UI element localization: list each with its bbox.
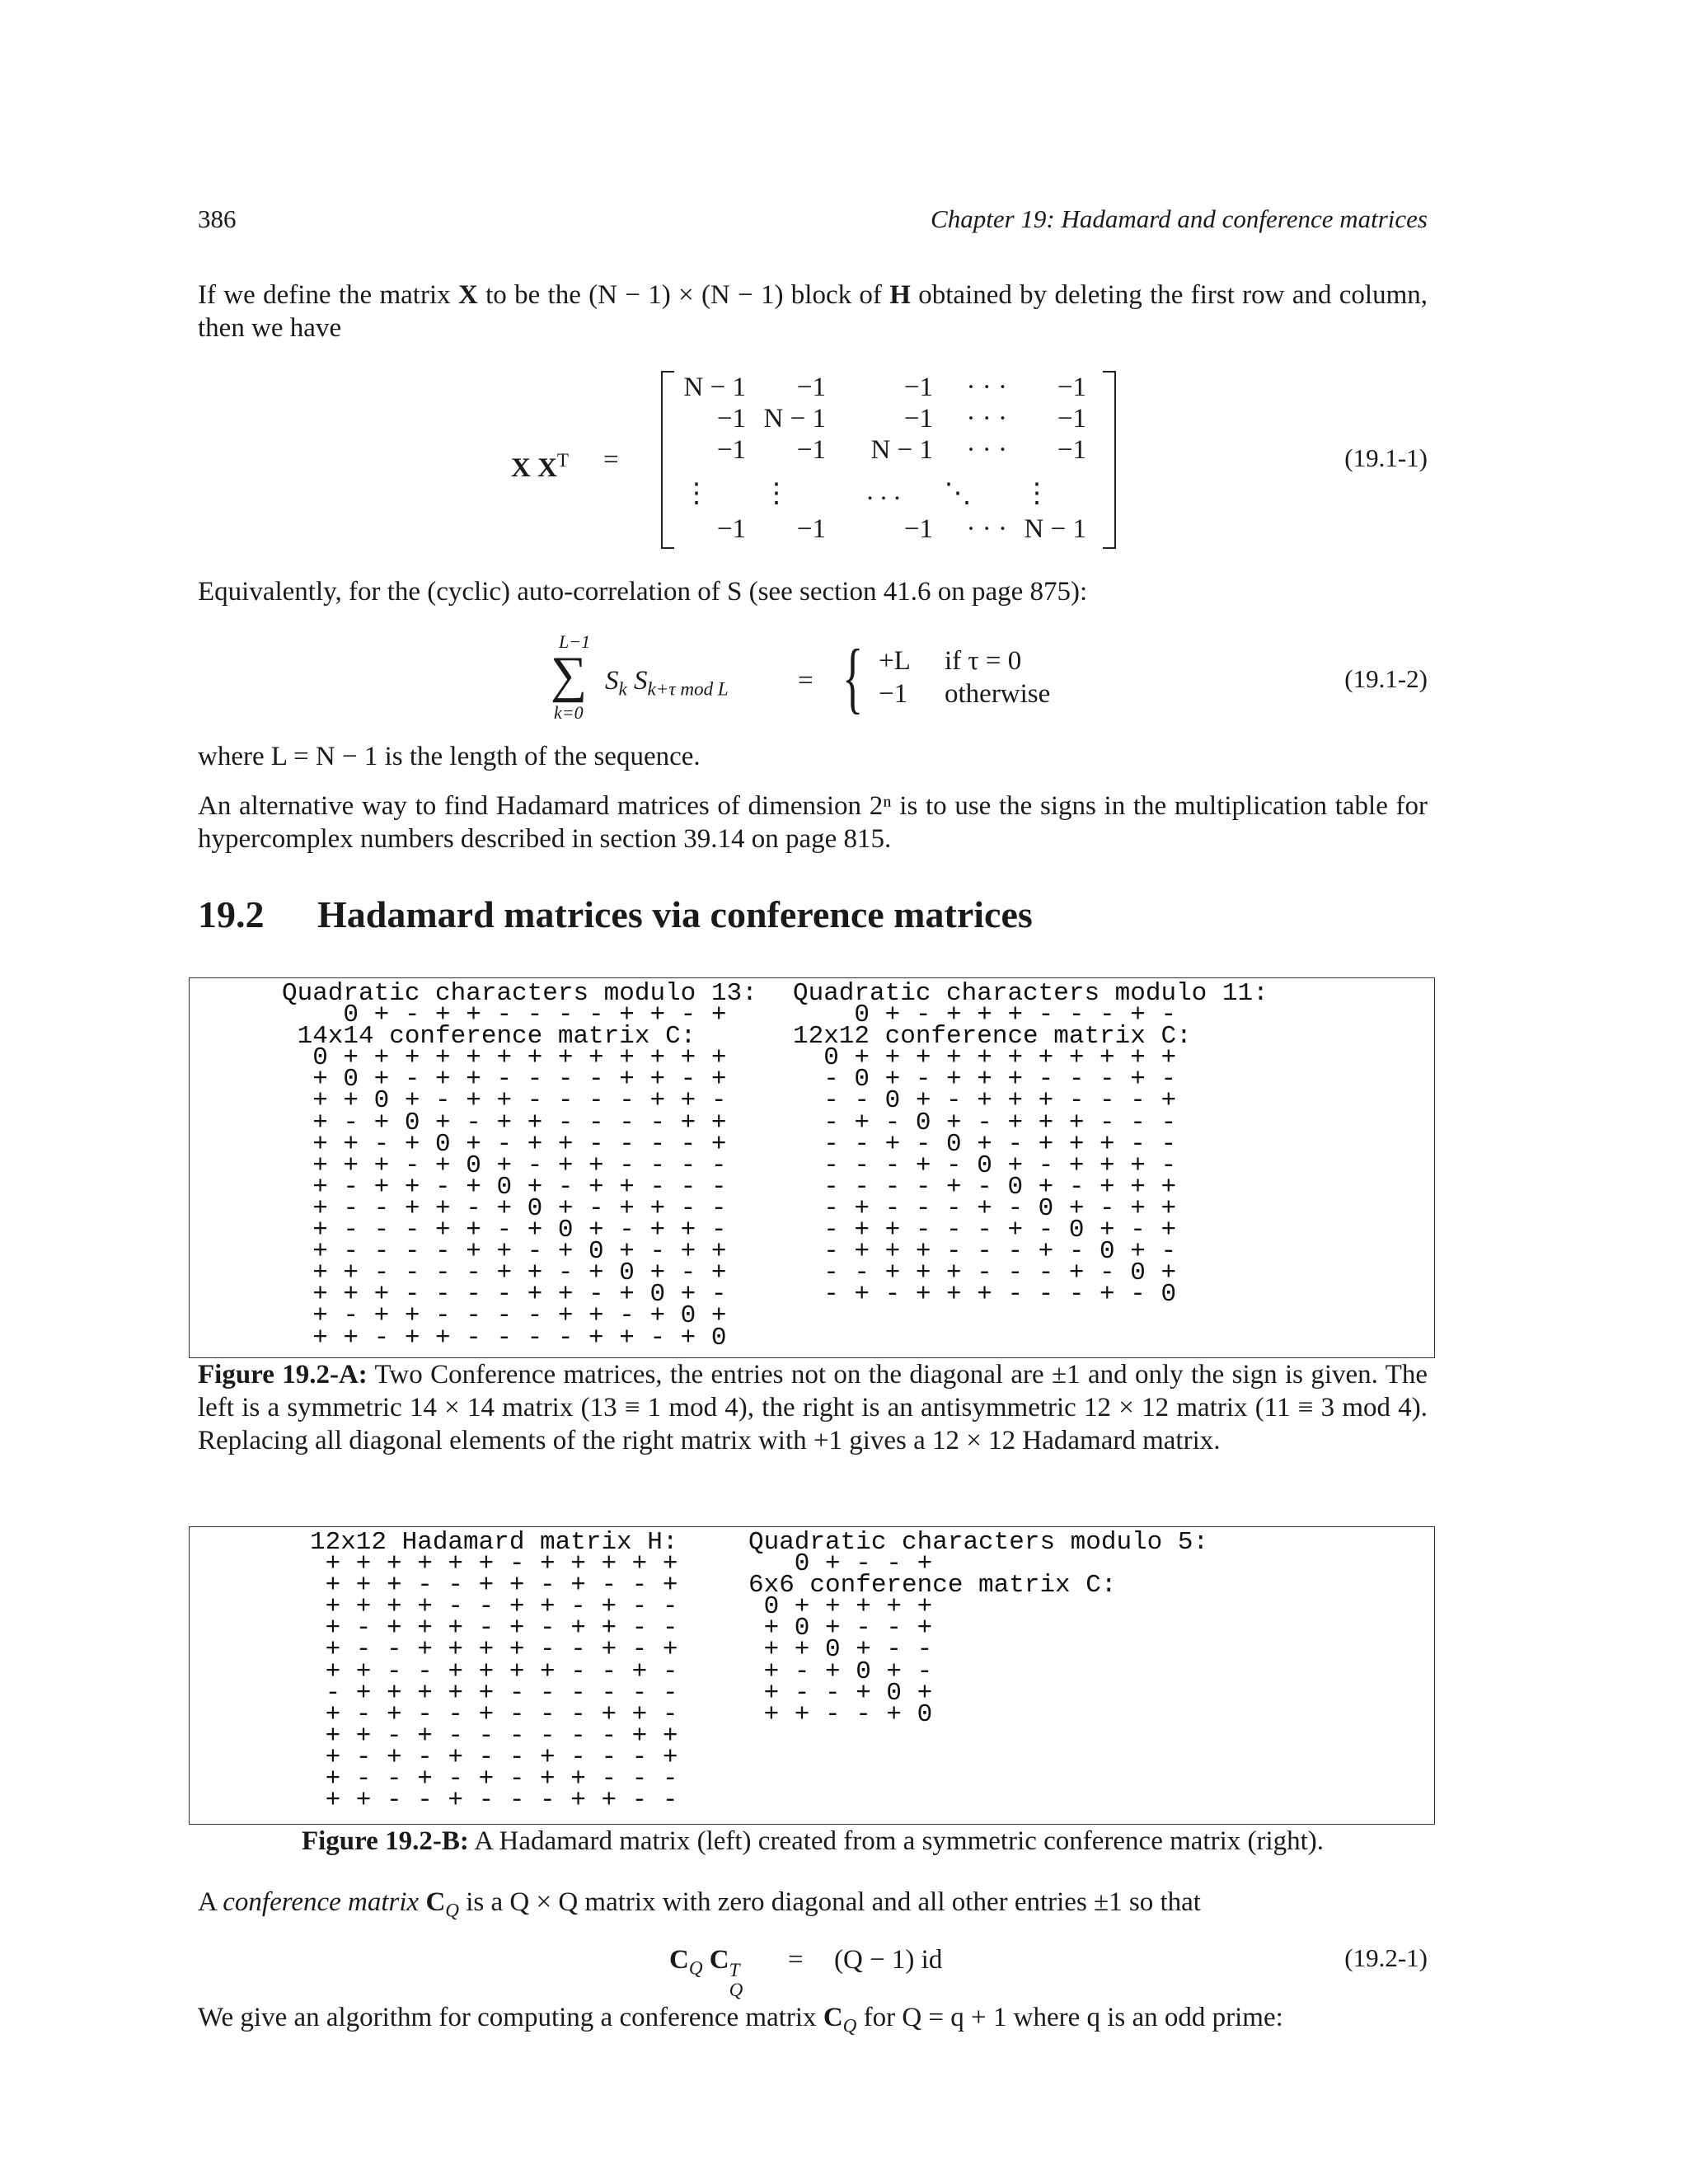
eq2-sum-sign: ∑ (551, 647, 588, 703)
eq2-sum-upper: L−1 (559, 631, 591, 652)
figure-b-right-matrix: Quadratic characters modulo 5: 0 + - - + 6x6 conference matrix C: 0 + + + + + + 0 + - - + + + 0 + - - + - + 0 + - + - - + 0 + + + - - + 0 (748, 1528, 1209, 1729)
eq2-case2-value: −1 (879, 679, 908, 709)
intro-paragraph: If we define the matrix X to be the (N − 1) × (N − 1) block of H obtained by deleting the first row and column, then we have (198, 280, 1428, 343)
running-header: Chapter 19: Hadamard and conference matrices (931, 204, 1428, 233)
eq1-matrix-cell: N − 1 (870, 435, 933, 465)
eq1-right-bracket (1103, 371, 1116, 549)
eq2-case2-condition: otherwise (945, 679, 1051, 709)
eq1-matrix-cell: · · · (966, 514, 1007, 544)
eq3-number: (19.2-1) (1344, 1943, 1428, 1972)
eq1-matrix-cell: −1 (903, 514, 933, 544)
eq1-number: (19.1-1) (1344, 443, 1428, 472)
eq1-matrix-cell: −1 (903, 373, 933, 402)
eq1-matrix-cell: −1 (796, 435, 826, 465)
figure-b-left-matrix: 12x12 Hadamard matrix H: + + + + + + - + + + + + + + + - - + + - + - - + + + + + - - + + - + - - + - + + + - + - + + - - + - - + + + + - - + - + + + - - + + + + - - + - - + + + + + - - - - - - + - + - - + - - - + + - + + - + - - - - - - + + + - + - + - - + - - - + + - - + - + - + + - - - + + - - + - - - + + - - (310, 1528, 678, 1816)
eq1-matrix-cell: · · · (966, 404, 1007, 434)
eq1-matrix-cell: −1 (796, 514, 826, 544)
eq2-case1-value: +L (879, 646, 911, 676)
eq1-matrix-cell: −1 (903, 404, 933, 434)
figure-b-box (189, 1526, 1435, 1825)
eq1-matrix-cell: N − 1 (763, 404, 826, 434)
figure-a-left-matrix: Quadratic characters modulo 13: 0 + - + + - - - - + + - + 14x14 conference matrix C: 0 + + + + + + + + + + + + + + 0 + - + + - - - - + + - + + + 0 + - + + - - - - + + - + - + 0 + - + + - - - - + + + + - + 0 + - + + - - - - + + + + - + 0 + - + + - - - - + - + + - + 0 + - + + - - - + - - + + - + 0 + - + + - - + - - - + + - + 0 + - + + - + - - - - + + - + 0 + - + + + + - - - - + + - + 0 + - + + + + - - - - + + - + 0 + - + - + + - - - - + + - + 0 + + + - + + - - - - + + - + 0 (282, 979, 757, 1352)
page-number: 386 (198, 204, 237, 233)
eq2-left-brace: { (842, 633, 864, 721)
eq1-lhs: X $X^T$ (511, 449, 570, 483)
eq1-matrix-cell: ⋱ (944, 479, 972, 509)
section-number: 19.2 (198, 893, 265, 935)
eq3-lhs: $C_Q$ C T Q (669, 1945, 743, 2000)
eq2-term: $S_k$ $S_{k+\tau mod L}$ (605, 666, 729, 700)
eq1-matrix-cell: · · · (966, 373, 1007, 402)
figure-a-caption: Figure 19.2-A: Two Conference matrices, the entries not on the diagonal are ±1 and only the sign is given. The left is a symmetric 14 × 14 matrix (13 ≡ 1 mod 4), the right is an antisymmetric 12 × 12 matrix (11 ≡ 3 mod 4). Replacing all diagonal elements of the right matrix with +1 gives a 12 × 12 Hadamard matrix. (198, 1360, 1428, 1455)
algorithm-intro-paragraph: We give an algorithm for computing a conference matrix $C_Q$ for Q = q + 1 where q is an odd prime: (198, 2003, 1283, 2036)
eq1-matrix-cell: . . . (866, 476, 901, 506)
section-title: Hadamard matrices via conference matrices (317, 893, 1033, 935)
eq2-sum-lower: k=0 (554, 702, 584, 723)
eq1-equals: = (603, 445, 619, 475)
alternative-paragraph: An alternative way to find Hadamard matrices of dimension 2ⁿ is to use the signs in the multiplication table for hypercomplex numbers described in section 39.14 on page 815. (198, 791, 1428, 854)
autocorrelation-paragraph: Equivalently, for the (cyclic) auto-correlation of S (see section 41.6 on page 875): (198, 577, 1088, 607)
eq3-rhs: (Q − 1) id (834, 1945, 943, 1975)
eq1-matrix-cell: ⋮ (762, 479, 790, 509)
eq1-matrix-cell: ⋮ (682, 479, 710, 509)
eq1-matrix-cell: −1 (1057, 404, 1086, 434)
eq1-matrix-cell: −1 (716, 435, 746, 465)
eq1-matrix-cell: −1 (1057, 373, 1086, 402)
eq2-case1-condition: if τ = 0 (945, 646, 1022, 676)
eq1-matrix-cell: −1 (716, 514, 746, 544)
length-paragraph: where L = N − 1 is the length of the sequence. (198, 742, 701, 771)
eq2-equals: = (798, 666, 814, 696)
figure-a-box (189, 977, 1435, 1358)
eq1-matrix-cell: −1 (716, 404, 746, 434)
eq1-matrix-cell: N − 1 (1024, 514, 1086, 544)
figure-a-right-matrix: Quadratic characters modulo 11: 0 + - + + + - - - + - 12x12 conference matrix C: 0 + + + + + + + + + + + - 0 + - + + + - - - + - - - 0 + - + + + - - - + - + - 0 + - + + + - - - - - + - 0 + - + + + - - - - - + - 0 + - + + + - - - - - + - 0 + - + + + - + - - - + - 0 + - + + - + + - - - + - 0 + - + - + + + - - - + - 0 + - - - + + + - - - + - 0 + - + - + + + - - - + - 0 (793, 979, 1268, 1310)
eq1-matrix-cell: ⋮ (1023, 479, 1051, 509)
eq2-number: (19.1-2) (1344, 664, 1428, 693)
eq3-equals: = (788, 1945, 804, 1975)
eq1-matrix-cell: −1 (796, 373, 826, 402)
figure-b-caption: Figure 19.2-B: A Hadamard matrix (left) created from a symmetric conference matrix (right). (301, 1826, 1325, 1856)
conference-definition-paragraph: A conference matrix $C_Q$ is a Q × Q matrix with zero diagonal and all other entries ±1 so that (198, 1887, 1201, 1921)
section-heading (198, 893, 1033, 936)
eq1-matrix-cell: −1 (1057, 435, 1086, 465)
eq1-matrix-cell: N − 1 (683, 373, 746, 402)
eq1-matrix-cell: · · · (966, 435, 1007, 465)
